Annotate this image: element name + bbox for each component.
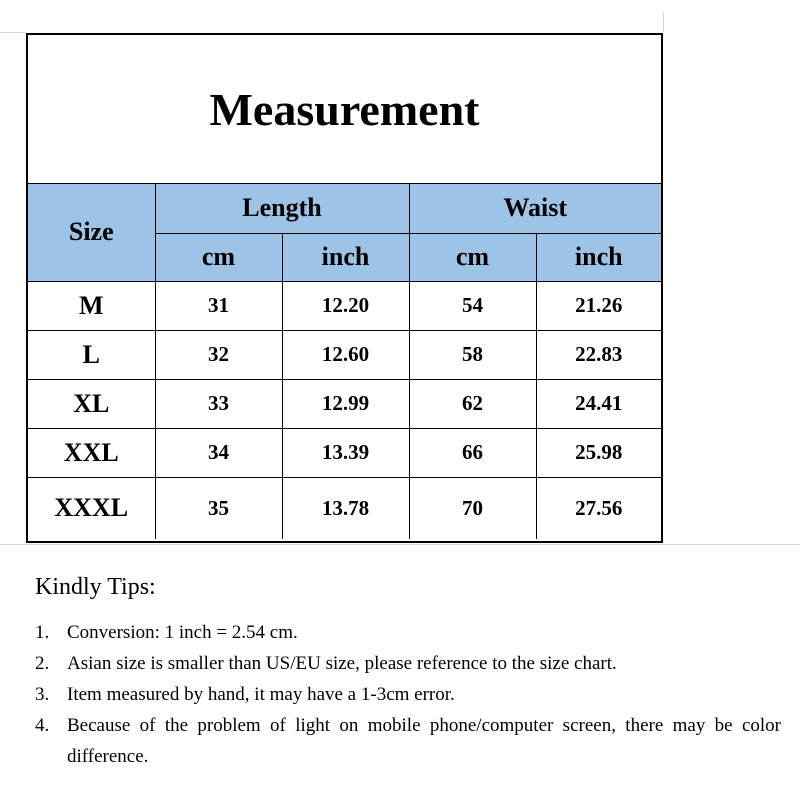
length-inch-cell: 13.78	[282, 477, 409, 539]
waist-cm-cell: 58	[409, 330, 536, 379]
waist-inch-cell: 24.41	[536, 379, 661, 428]
size-chart	[26, 33, 663, 543]
tip-number: 3.	[35, 684, 50, 705]
table-header-row-groups	[28, 184, 661, 233]
table-row	[28, 379, 661, 428]
waist-cm-cell: 66	[409, 428, 536, 477]
table-row	[28, 281, 661, 330]
waist-cm-cell: 62	[409, 379, 536, 428]
waist-cm-cell: 70	[409, 477, 536, 539]
length-cm-cell: 35	[155, 477, 282, 539]
length-cm-cell: 34	[155, 428, 282, 477]
tip-number: 2.	[35, 653, 50, 674]
length-inch-cell: 12.60	[282, 330, 409, 379]
waist-inch-header: inch	[536, 233, 661, 281]
length-inch-cell: 13.39	[282, 428, 409, 477]
list-item	[35, 648, 795, 679]
list-item	[35, 679, 795, 710]
tip-text: Asian size is smaller than US/EU size, please reference to the size chart.	[67, 653, 617, 674]
length-inch-cell: 12.20	[282, 281, 409, 330]
waist-cm-header: cm	[409, 233, 536, 281]
waist-inch-cell: 27.56	[536, 477, 661, 539]
waist-inch-cell: 21.26	[536, 281, 661, 330]
divider-line-vertical	[663, 12, 664, 32]
size-cell: M	[28, 281, 155, 330]
tip-text: Conversion: 1 inch = 2.54 cm.	[67, 622, 298, 643]
kindly-tips	[35, 574, 795, 772]
table-row	[28, 330, 661, 379]
length-cm-cell: 32	[155, 330, 282, 379]
waist-cm-cell: 54	[409, 281, 536, 330]
waist-inch-cell: 22.83	[536, 330, 661, 379]
length-cm-header: cm	[155, 233, 282, 281]
size-cell: XL	[28, 379, 155, 428]
size-header: Size	[28, 184, 155, 281]
size-cell: XXXL	[28, 477, 155, 539]
chart-title: Measurement	[28, 35, 661, 184]
length-header: Length	[155, 184, 409, 233]
length-cm-cell: 33	[155, 379, 282, 428]
waist-header: Waist	[409, 184, 661, 233]
length-cm-cell: 31	[155, 281, 282, 330]
tips-title: Kindly Tips:	[35, 574, 156, 600]
list-item	[35, 617, 795, 648]
waist-inch-cell: 25.98	[536, 428, 661, 477]
size-cell: L	[28, 330, 155, 379]
table-row	[28, 477, 661, 539]
length-inch-header: inch	[282, 233, 409, 281]
tip-text: Because of the problem of light on mobile phone/computer screen, there may be color difference.	[67, 715, 781, 767]
tip-text: Item measured by hand, it may have a 1-3cm error.	[67, 684, 455, 705]
size-table	[28, 184, 661, 539]
divider-line-top	[0, 32, 26, 33]
tips-list	[35, 617, 795, 772]
tip-number: 1.	[35, 622, 50, 643]
length-inch-cell: 12.99	[282, 379, 409, 428]
size-cell: XXL	[28, 428, 155, 477]
list-item	[35, 710, 795, 772]
divider-line-bottom	[0, 544, 800, 545]
tip-number: 4.	[35, 715, 50, 736]
table-row	[28, 428, 661, 477]
